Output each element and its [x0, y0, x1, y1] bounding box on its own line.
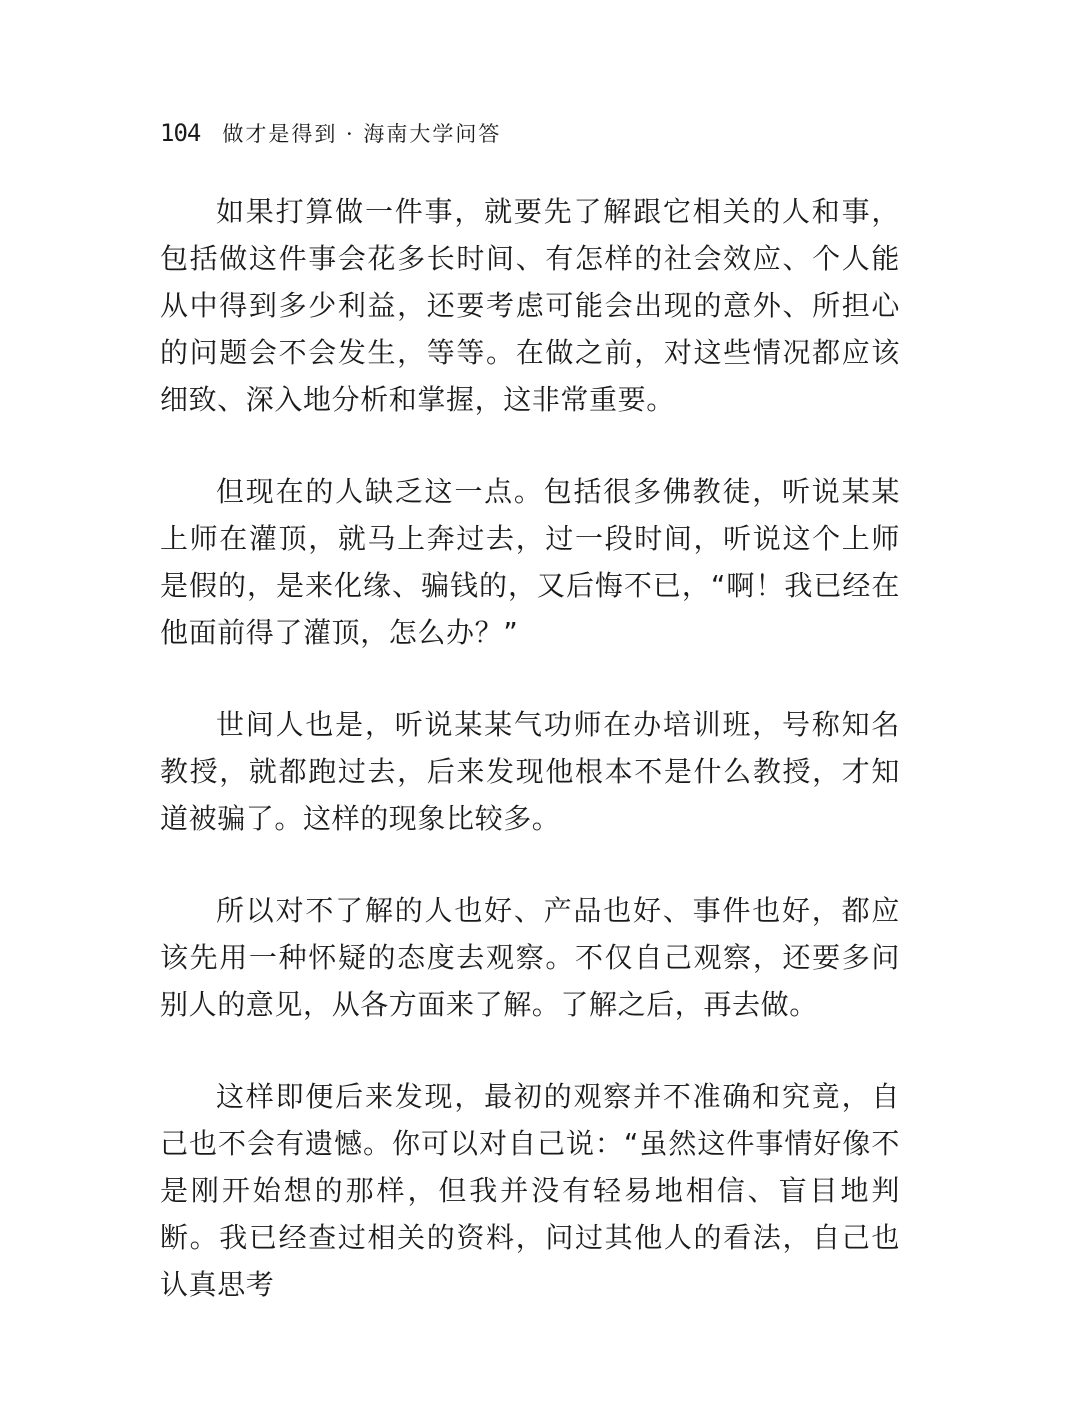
page-number: 104: [160, 119, 201, 147]
book-title: 做才是得到 · 海南大学问答: [222, 122, 502, 146]
book-page: [160, 118, 900, 1353]
paragraph-5: 这样即便后来发现，最初的观察并不准确和究竟，自己也不会有遗憾。你可以对自己说：“虽然这件事情好像不是刚开始想的那样，但我并没有轻易地相信、盲目地判断。我已经查过相关的资料，问过其他人的看法，自己也认真思考: [160, 1080, 900, 1301]
paragraph-3: 世间人也是，听说某某气功师在办培训班，号称知名教授，就都跑过去，后来发现他根本不是什么教授，才知道被骗了。这样的现象比较多。: [160, 708, 900, 835]
paragraph-1: 如果打算做一件事，就要先了解跟它相关的人和事，包括做这件事会花多长时间、有怎样的社会效应、个人能从中得到多少利益，还要考虑可能会出现的意外、所担心的问题会不会发生，等等。在做之前，对这些情况都应该细致、深入地分析和掌握，这非常重要。: [160, 195, 900, 416]
running-header: [160, 118, 900, 158]
paragraph-2: 但现在的人缺乏这一点。包括很多佛教徒，听说某某上师在灌顶，就马上奔过去，过一段时间，听说这个上师是假的，是来化缘、骗钱的，又后悔不已，“啊！我已经在他面前得了灌顶，怎么办？”: [160, 475, 900, 649]
paragraph-4: 所以对不了解的人也好、产品也好、事件也好，都应该先用一种怀疑的态度去观察。不仅自己观察，还要多问别人的意见，从各方面来了解。了解之后，再去做。: [160, 894, 900, 1021]
